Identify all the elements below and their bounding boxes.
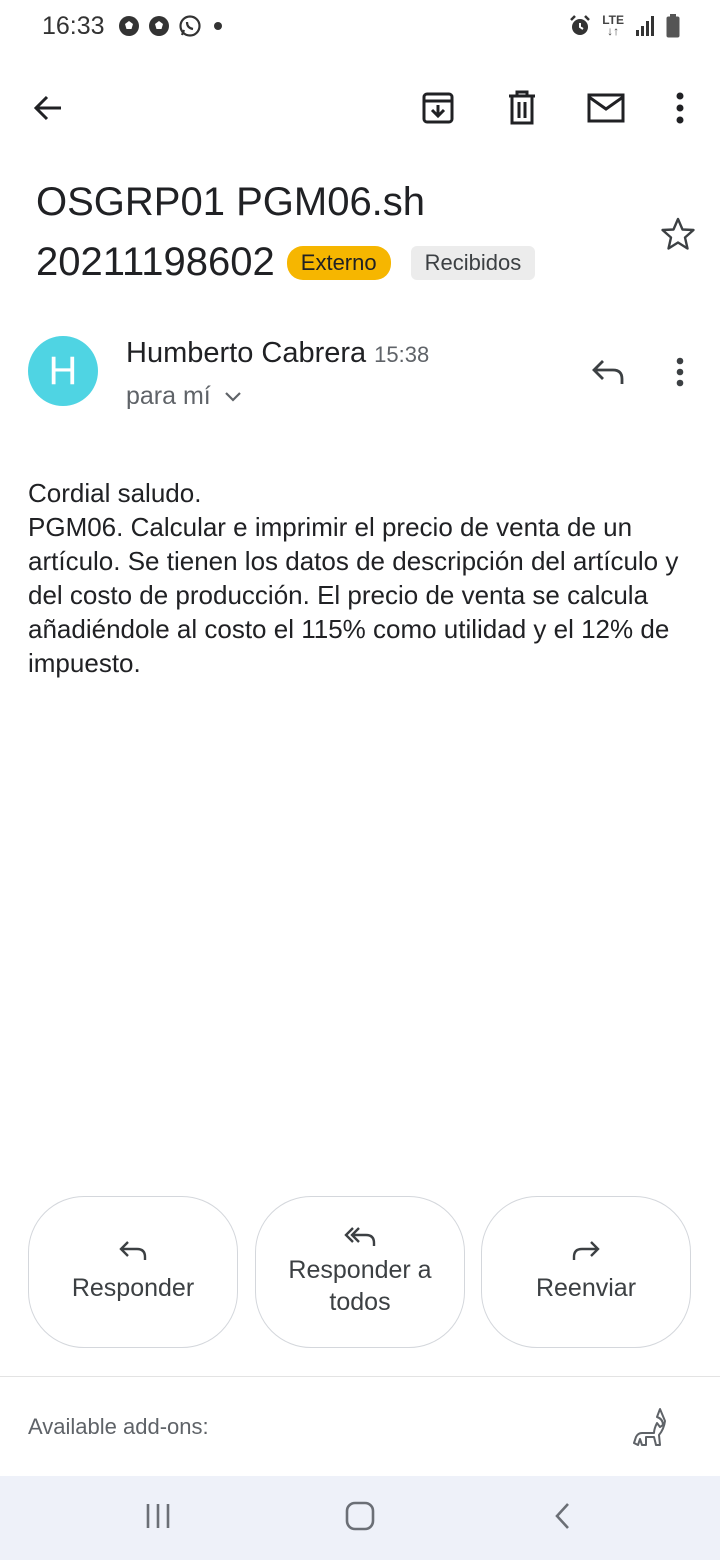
more-options-button[interactable] bbox=[656, 84, 704, 132]
email-subject-id: 20211198602 bbox=[36, 240, 275, 284]
forward-button[interactable] bbox=[481, 1196, 691, 1348]
reply-all-button[interactable] bbox=[255, 1196, 465, 1348]
soccer-ball-icon bbox=[118, 15, 140, 37]
unicorn-icon bbox=[630, 1407, 670, 1449]
arrow-left-icon bbox=[31, 91, 65, 125]
body-paragraph: Cordial saludo. bbox=[28, 478, 202, 508]
archive-icon bbox=[420, 90, 456, 126]
sent-time: 15:38 bbox=[374, 342, 430, 367]
star-icon bbox=[660, 216, 696, 252]
addons-label: Available add-ons: bbox=[28, 1414, 209, 1439]
message-more-button[interactable] bbox=[656, 348, 704, 396]
lte-indicator: LTE ↓↑ bbox=[602, 13, 624, 38]
battery-icon bbox=[666, 14, 680, 38]
sender-avatar[interactable]: H bbox=[28, 336, 98, 406]
body-paragraph: PGM06. Calcular e imprimir el precio de venta de un artículo. Se tienen los datos de descripción del artículo y del costo de producción. El precio de venta se calcula añadiéndole al costo el 115% como utilidad y el 12% de impuesto. bbox=[28, 512, 679, 678]
whatsapp-icon bbox=[178, 14, 202, 38]
email-subject: OSGRP01 PGM06.sh bbox=[36, 180, 426, 224]
more-vert-icon bbox=[675, 356, 685, 388]
addon-unicorn-button[interactable] bbox=[626, 1404, 674, 1452]
chevron-left-icon bbox=[554, 1502, 570, 1530]
more-vert-icon bbox=[675, 91, 685, 125]
archive-button[interactable] bbox=[414, 84, 462, 132]
recipient-details-toggle[interactable] bbox=[126, 382, 241, 411]
mail-icon bbox=[587, 93, 625, 123]
notification-icons bbox=[118, 14, 226, 38]
dot-icon bbox=[210, 18, 226, 34]
reply-icon bbox=[591, 358, 625, 386]
star-button[interactable] bbox=[654, 210, 702, 258]
email-body bbox=[28, 476, 708, 680]
reply-all-icon bbox=[344, 1226, 376, 1248]
back-button[interactable] bbox=[24, 84, 72, 132]
alarm-icon bbox=[568, 14, 592, 38]
forward-button-label: Reenviar bbox=[535, 1274, 637, 1302]
nav-back-button[interactable] bbox=[538, 1492, 586, 1540]
signal-icon bbox=[634, 15, 656, 37]
chevron-down-icon bbox=[225, 392, 241, 402]
forward-icon bbox=[572, 1240, 600, 1262]
sender-name: Humberto Cabrera bbox=[126, 337, 367, 369]
home-icon bbox=[345, 1501, 375, 1531]
reply-icon bbox=[119, 1240, 147, 1262]
sender-row bbox=[126, 337, 429, 370]
home-button[interactable] bbox=[336, 1492, 384, 1540]
soccer-ball-icon bbox=[148, 15, 170, 37]
recent-apps-icon bbox=[145, 1503, 171, 1529]
reply-button-label: Responder bbox=[71, 1274, 195, 1302]
reply-button[interactable] bbox=[28, 1196, 238, 1348]
status-time: 16:33 bbox=[42, 12, 105, 40]
recent-apps-button[interactable] bbox=[134, 1492, 182, 1540]
inbox-label[interactable]: Recibidos bbox=[411, 246, 536, 280]
reply-icon-button[interactable] bbox=[584, 348, 632, 396]
reply-all-button-label: Responder a todos bbox=[288, 1256, 432, 1316]
email-subject-line2 bbox=[36, 240, 535, 285]
delete-button[interactable] bbox=[498, 84, 546, 132]
system-status-icons bbox=[568, 14, 680, 38]
external-badge: Externo bbox=[287, 246, 391, 280]
divider bbox=[0, 1376, 720, 1377]
mark-unread-button[interactable] bbox=[582, 84, 630, 132]
trash-icon bbox=[505, 90, 539, 126]
recipient-label: para mí bbox=[126, 382, 211, 410]
